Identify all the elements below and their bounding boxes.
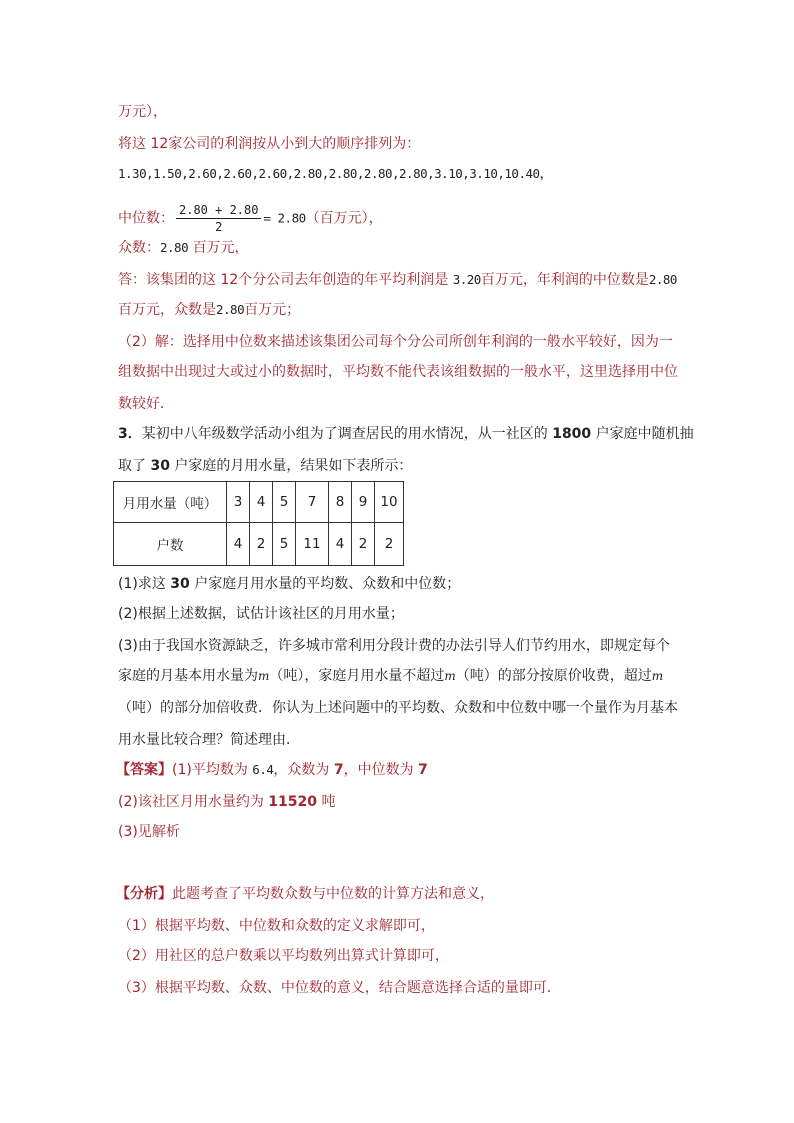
table-cell: 2 <box>352 523 375 566</box>
table-row <box>114 482 404 523</box>
table-header-label: 月用水量（吨） <box>114 482 227 523</box>
text-line: 将这 12家公司的利润按从小到大的顺序排列为： <box>118 136 421 152</box>
table-cell: 10 <box>375 482 404 523</box>
median-fraction: $\frac{2.80 + 2.80}{2}$ <box>176 202 261 235</box>
sub-question-2: (2)根据上述数据，试估计该社区的月用水量； <box>118 606 404 622</box>
table-cell: 4 <box>250 482 273 523</box>
table-cell: 5 <box>273 523 296 566</box>
sub-question-1: (1)求这 30 户家庭月用水量的平均数、众数和中位数； <box>118 576 461 592</box>
text-line: 组数据中出现过大或过小的数据时，平均数不能代表该组数据的一般水平，这里选择用中位 <box>118 364 678 380</box>
analysis-line: （2）用社区的总户数乘以平均数列出算式计算即可， <box>118 948 449 964</box>
table-cell: 7 <box>296 482 329 523</box>
text-line: （2）解：选择用中位数来描述该集团公司每个分公司所创年利润的一般水平较好，因为一 <box>118 334 673 350</box>
sub-question-3: （吨）的部分加倍收费．你认为上述问题中的平均数、众数和中位数中哪一个量作为月基本 <box>118 700 678 716</box>
median-formula-line: 中位数： $\frac{2.80 + 2.80}{2}$ = 2.80（百万元）， <box>118 203 383 234</box>
question-3-line: 3．某初中八年级数学活动小组为了调查居民的用水情况，从一社区的 1800 户家庭中随机抽 <box>118 426 694 442</box>
table-cell: 4 <box>227 523 250 566</box>
answer-line: 答：该集团的这 12个分公司去年创造的年平均利润是 3.20百万元，年利润的中位数是2.80 <box>118 272 677 288</box>
answer-line: 【答案】(1)平均数为 6.4，众数为 7，中位数为 7 <box>116 762 428 778</box>
table-cell: 11 <box>296 523 329 566</box>
water-usage-table <box>113 481 404 566</box>
text-line: 数较好． <box>118 396 174 412</box>
text-line: 万元）， <box>118 104 167 120</box>
analysis-line: 【分析】此题考查了平均数众数与中位数的计算方法和意义， <box>116 886 494 902</box>
table-cell: 2 <box>250 523 273 566</box>
answer-line: (2)该社区月用水量约为 11520 吨 <box>118 794 336 810</box>
question-3-line: 取了 30 户家庭的月用水量，结果如下表所示： <box>118 458 413 474</box>
table-cell: 8 <box>329 482 352 523</box>
analysis-line: （1）根据平均数、中位数和众数的定义求解即可， <box>118 918 435 934</box>
table-row-label: 户数 <box>114 523 227 566</box>
answer-line: 百万元，众数是2.80百万元； <box>118 302 301 318</box>
analysis-line: （3）根据平均数、众数、中位数的意义，结合题意选择合适的量即可． <box>118 980 561 996</box>
table-cell: 4 <box>329 523 352 566</box>
sub-question-3: 家庭的月基本用水量为m（吨），家庭月用水量不超过m（吨）的部分按原价收费，超过m <box>118 668 664 684</box>
sub-question-3: (3)由于我国水资源缺乏，许多城市常利用分段计费的办法引导人们节约用水，即规定每个 <box>118 638 670 654</box>
sorted-profits-line: 1.30,1.50,2.60,2.60,2.60,2.80,2.80,2.80,2.80,3.10,3.10,10.40， <box>118 166 554 182</box>
sub-question-3: 用水量比较合理？简述理由． <box>118 732 300 748</box>
table-cell: 2 <box>375 523 404 566</box>
table-row <box>114 523 404 566</box>
answer-line: (3)见解析 <box>118 824 180 840</box>
table-cell: 5 <box>273 482 296 523</box>
mode-line: 众数：2.80 百万元， <box>118 240 249 256</box>
table-cell: 3 <box>227 482 250 523</box>
table-cell: 9 <box>352 482 375 523</box>
